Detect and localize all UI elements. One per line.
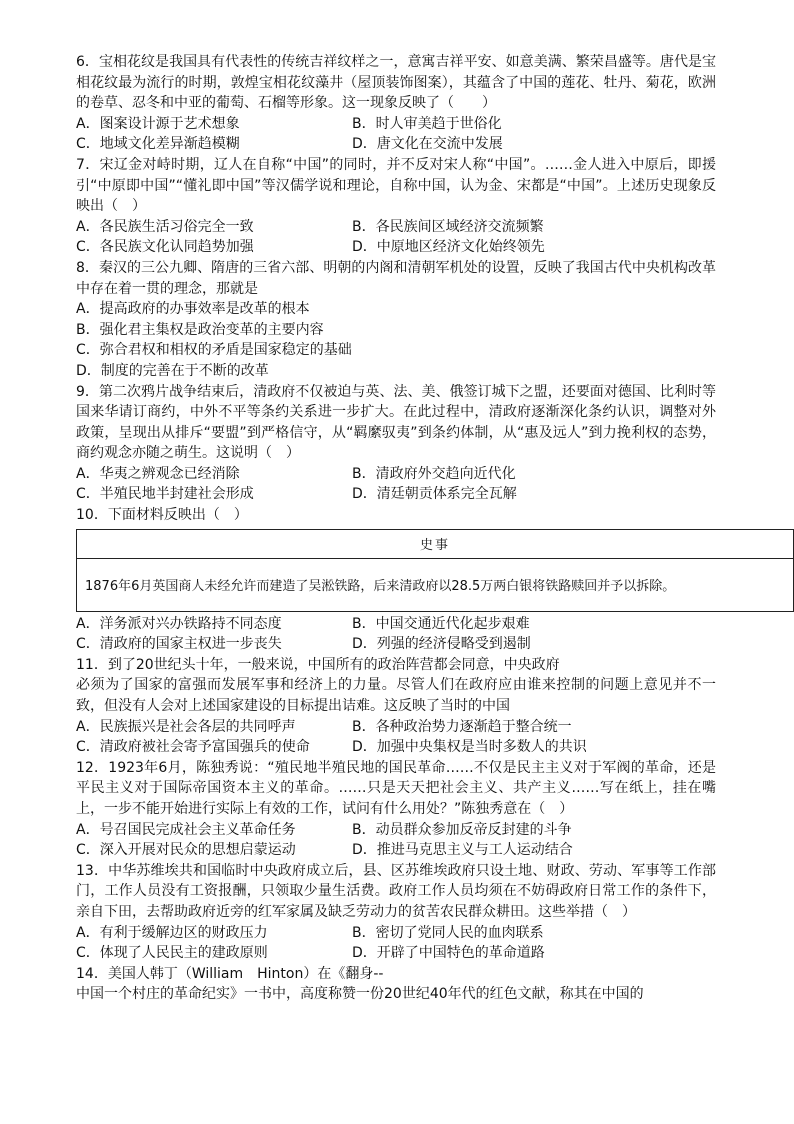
question-10 [76,505,716,655]
question-stem: 8．秦汉的三公九卿、隋唐的三省六部、明朝的内阁和清朝军机处的设置，反映了我国古代中央机构改革中存在着一贯的理念，那就是 [76,259,716,297]
question-stem: 7．宋辽金对峙时期，辽人在自称“中国”的同时，并不反对宋人称“中国”。……金人进入中原后，即援引“中原即中国”“懂礼即中国”等汉儒学说和理论，自称中国，认为金、宋都是“中国”。上述历史现象反映出（ ） [76,156,716,215]
option-c[interactable]: C．深入开展对民众的思想启蒙运动 [76,842,296,859]
options [76,614,716,655]
option-b[interactable]: B．动员群众参加反帝反封建的斗争 [352,821,572,838]
option-a[interactable]: A．洋务派对兴办铁路持不同态度 [76,615,282,632]
option-b[interactable]: B．密切了党同人民的血肉联系 [352,924,544,941]
option-c[interactable]: C．地域文化差异渐趋模糊 [76,136,240,153]
option-a[interactable]: A．有利于缓解边区的财政压力 [76,924,268,941]
option-a[interactable]: A．提高政府的办事效率是改革的根本 [76,301,310,318]
options [76,820,716,861]
question-stem-line: 中国一个村庄的革命纪实》一书中，高度称赞一份20世纪40年代的红色文献，称其在中国的 [76,986,644,1003]
option-a[interactable]: A．民族振兴是社会各层的共同呼声 [76,718,296,735]
option-a[interactable]: A．各民族生活习俗完全一致 [76,218,254,235]
question-14 [76,964,716,1005]
option-b[interactable]: B．清政府外交趋向近代化 [352,465,516,482]
options [76,217,716,258]
option-a[interactable]: A．华夷之辨观念已经消除 [76,465,240,482]
question-stem: 12．1923年6月，陈独秀说：“殖民地半殖民地的国民革命……不仅是民主主义对于军阀的革命，还是平民主义对于国际帝国资本主义的革命。……只是天天把社会主义、共产主义……写在纸上，挂在嘴上，一步不能开始进行实际上有效的工作，试问有什么用处？”陈独秀意在（ ） [76,759,716,817]
option-c[interactable]: C．弥合君权和相权的矛盾是国家稳定的基础 [76,342,352,359]
question-6 [76,52,716,155]
exam-page [76,52,716,1005]
option-c[interactable]: C．半殖民地半封建社会形成 [76,486,254,503]
option-b[interactable]: B．各种政治势力逐渐趋于整合统一 [352,718,572,735]
option-c[interactable]: C．各民族文化认同趋势加强 [76,239,254,256]
option-c[interactable]: C．清政府被社会寄予富国强兵的使命 [76,739,310,756]
question-stem: 6．宝相花纹是我国具有代表性的传统吉祥纹样之一，意寓吉祥平安、如意美满、繁荣昌盛等。唐代是宝相花纹最为流行的时期，敦煌宝相花纹藻井（屋顶装饰图案），其蕴含了中国的莲花、牡丹、菊花，欧洲的卷草、忍冬和中亚的葡萄、石榴等形象。这一现象反映了（ ） [76,54,716,112]
options [76,464,716,505]
options [76,114,716,155]
material-table [76,529,794,612]
option-d[interactable]: D．制度的完善在于不断的改革 [76,362,269,379]
question-stem: 13．中华苏维埃共和国临时中央政府成立后，县、区苏维埃政府只设土地、财政、劳动、军事等工作部门，工作人员没有工资报酬，只领取少量生活费。政府工作人员均须在不妨碍政府日常工作的条件下，亲自下田，去帮助政府近旁的红军家属及缺乏劳动力的贫苦农民群众耕田。这些举措（ ） [76,862,716,920]
question-stem-line: 14．美国人韩丁（William Hinton）在《翻身-- [76,965,384,982]
question-11 [76,655,716,758]
option-d[interactable]: D．列强的经济侵略受到遏制 [352,636,531,653]
question-13 [76,861,716,964]
options [76,717,716,758]
option-d[interactable]: D．唐文化在交流中发展 [352,136,503,153]
question-9 [76,382,716,506]
option-c[interactable]: C．清政府的国家主权进一步丧失 [76,636,282,653]
option-a[interactable]: A．图案设计源于艺术想象 [76,115,240,132]
options [76,299,716,381]
question-8 [76,258,716,382]
question-7 [76,155,716,258]
option-c[interactable]: C．体现了人民民主的建政原则 [76,945,268,962]
option-d[interactable]: D．清廷朝贡体系完全瓦解 [352,486,517,503]
option-d[interactable]: D．推进马克思主义与工人运动结合 [352,842,573,859]
option-d[interactable]: D．开辟了中国特色的革命道路 [352,945,545,962]
question-stem: 9．第二次鸦片战争结束后，清政府不仅被迫与英、法、美、俄签订城下之盟，还要面对德国、比利时等国来华请订商约，中外不平等条约关系进一步扩大。在此过程中，清政府逐渐深化条约认识，调整对外政策，呈现出从排斥“要盟”到严格信守，从“羁縻驭夷”到条约体制，从“惠及远人”到力挽利权的态势，商约观念亦随之萌生。这说明（ ） [76,383,716,462]
option-b[interactable]: B．时人审美趋于世俗化 [352,115,502,132]
question-stem: 10．下面材料反映出（ ） [76,507,248,524]
table-cell: 1876年6月英国商人未经允许而建造了吴淞铁路，后来清政府以28.5万两白银将铁路赎回并予以拆除。 [77,558,794,611]
option-b[interactable]: B．强化君主集权是政治变革的主要内容 [76,321,324,338]
question-stem-line: 11．到了20世纪头十年，一般来说，中国所有的政治阵营都会同意，中央政府 [76,656,560,673]
table-header: 史事 [77,529,794,558]
question-12 [76,758,716,861]
question-stem-line: 必须为了国家的富强而发展军事和经济上的力量。尽管人们在政府应由谁来控制的问题上意见并不一致，但没有人会对上述国家建设的目标提出诘难。这反映了当时的中国 [76,677,716,715]
option-b[interactable]: B．各民族间区域经济交流频繁 [352,218,544,235]
option-b[interactable]: B．中国交通近代化起步艰难 [352,615,530,632]
options [76,923,716,964]
option-d[interactable]: D．加强中央集权是当时多数人的共识 [352,739,587,756]
option-a[interactable]: A．号召国民完成社会主义革命任务 [76,821,296,838]
option-d[interactable]: D．中原地区经济文化始终领先 [352,239,545,256]
